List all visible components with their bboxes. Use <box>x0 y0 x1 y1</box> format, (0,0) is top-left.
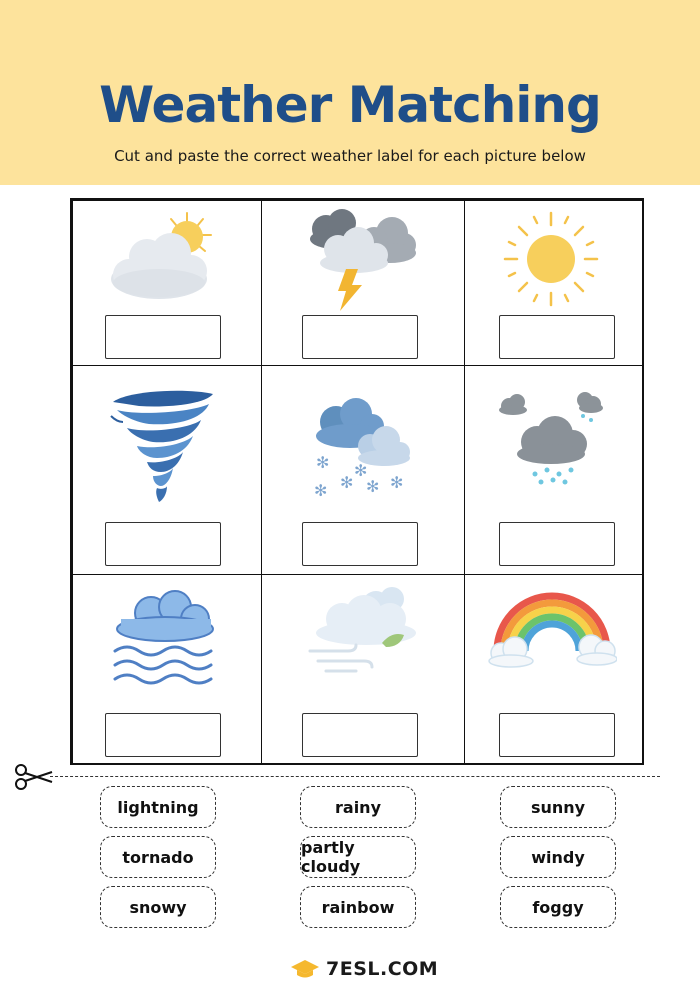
answer-box[interactable] <box>105 713 221 757</box>
label-card[interactable]: rainbow <box>300 886 416 928</box>
answer-box[interactable] <box>302 713 418 757</box>
foggy-icon <box>306 583 426 683</box>
label-card[interactable]: sunny <box>500 786 616 828</box>
cut-line <box>50 776 660 777</box>
answer-box[interactable] <box>499 315 615 359</box>
grid-cell-partly-cloudy <box>72 200 262 366</box>
windy-wave-cloud-icon <box>111 589 221 689</box>
snowy-icon <box>310 396 420 506</box>
grid-cell-sunny <box>464 200 644 366</box>
answer-box[interactable] <box>105 315 221 359</box>
graduation-cap-icon <box>290 958 320 980</box>
svg-text:✻: ✻ <box>314 481 328 500</box>
logo-text: 7ESL.COM <box>326 958 439 980</box>
grid-cell-rainbow <box>464 574 644 765</box>
picture-grid <box>70 198 644 765</box>
grid-cell-tornado <box>72 365 262 575</box>
sunny-icon <box>501 209 601 309</box>
grid-cell-windy <box>72 574 262 765</box>
answer-box[interactable] <box>302 522 418 566</box>
grid-cell-lightning <box>261 200 465 366</box>
lightning-icon <box>304 207 424 313</box>
label-card[interactable]: snowy <box>100 886 216 928</box>
answer-box[interactable] <box>499 713 615 757</box>
svg-text:✻: ✻ <box>366 477 380 496</box>
label-card[interactable]: rainy <box>300 786 416 828</box>
svg-text:✻: ✻ <box>316 453 330 472</box>
scissors-icon <box>14 762 54 792</box>
grid-cell-rainy <box>464 365 644 575</box>
answer-box[interactable] <box>499 522 615 566</box>
grid-cell-foggy <box>261 574 465 765</box>
label-card[interactable]: lightning <box>100 786 216 828</box>
page-subtitle: Cut and paste the correct weather label for each picture below <box>114 147 586 165</box>
site-logo <box>290 957 438 981</box>
partly-cloudy-icon <box>107 209 227 309</box>
grid-cell-snowy <box>261 365 465 575</box>
svg-text:✻: ✻ <box>340 473 354 492</box>
tornado-icon <box>109 386 219 506</box>
answer-box[interactable] <box>302 315 418 359</box>
rainbow-icon <box>487 587 617 677</box>
svg-text:✻: ✻ <box>354 461 368 480</box>
label-card[interactable]: windy <box>500 836 616 878</box>
rainy-icon <box>495 386 615 496</box>
label-card[interactable]: foggy <box>500 886 616 928</box>
page-title: Weather Matching <box>99 76 601 134</box>
svg-text:✻: ✻ <box>390 473 404 492</box>
answer-box[interactable] <box>105 522 221 566</box>
label-card[interactable]: tornado <box>100 836 216 878</box>
label-card[interactable]: partly cloudy <box>300 836 416 878</box>
